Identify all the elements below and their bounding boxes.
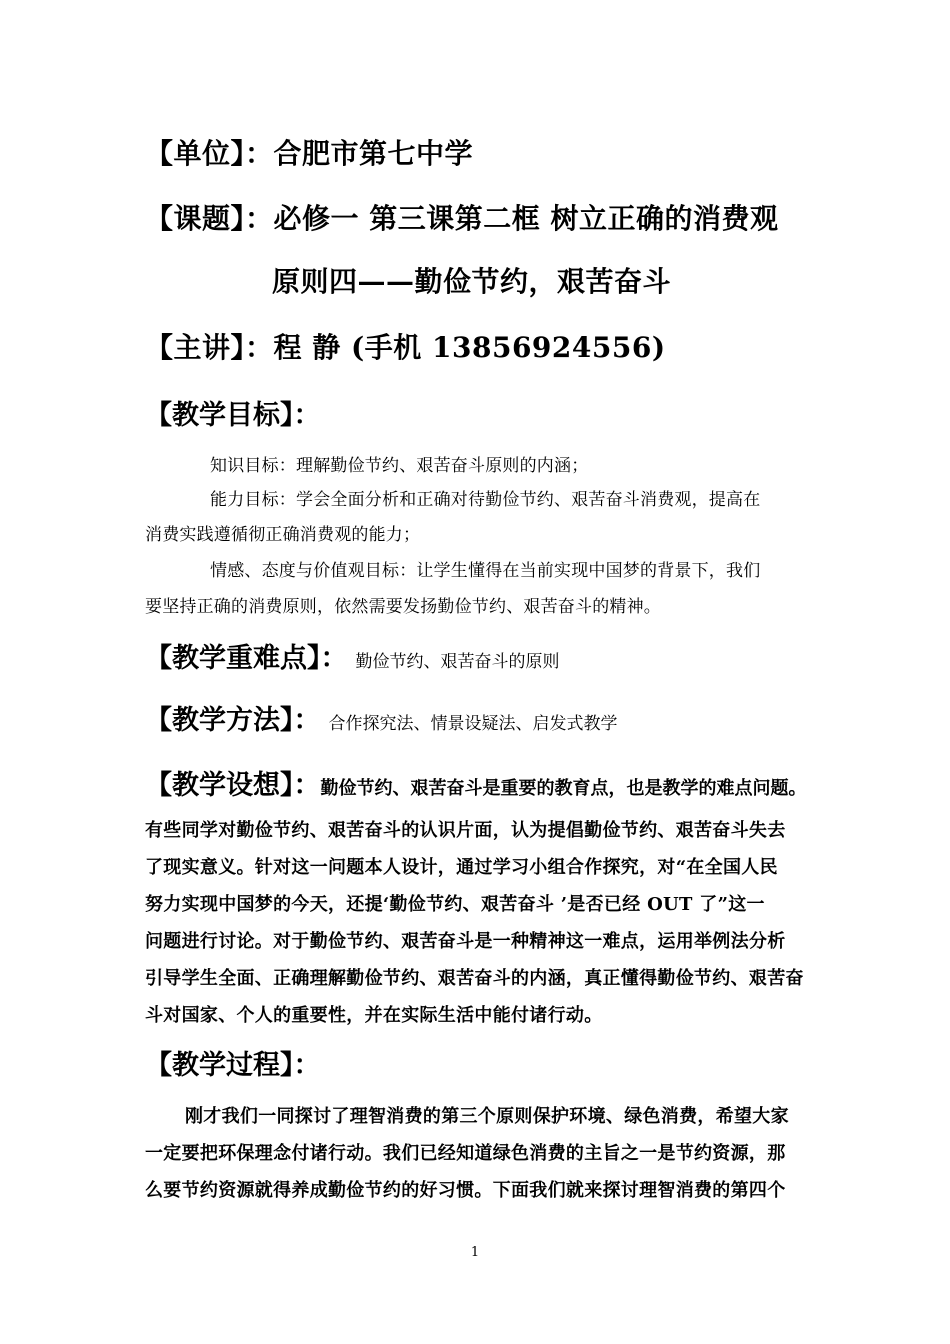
topic-label: 【课题】： [145, 202, 274, 235]
goal-ability-1: 能力目标：学会全面分析和正确对待勤俭节约、艰苦奋斗消费观，提高在 [210, 490, 761, 510]
unit-line [145, 132, 473, 172]
unit-label: 【单位】： [145, 137, 274, 170]
goal-ability-2: 消费实践遵循彻正确消费观的能力； [145, 525, 421, 545]
design-first-text: 勤俭节约、艰苦奋斗是重要的教育点，也是教学的难点问题。 [320, 778, 807, 799]
goal-knowledge: 知识目标：理解勤俭节约、艰苦奋斗原则的内涵； [210, 456, 589, 476]
methods-line [145, 698, 618, 737]
methods-value: 合作探究法、情景设疑法、启发式教学 [328, 714, 618, 734]
design-line: 了现实意义。针对这一问题本人设计，通过学习小组合作探究，对“在全国人民 [145, 857, 778, 878]
goal-emotion-2: 要坚持正确的消费原则，依然需要发扬勤俭节约、艰苦奋斗的精神。 [145, 597, 661, 617]
page-number: 1 [470, 1245, 480, 1260]
unit-value: 合肥市第七中学 [273, 137, 474, 170]
goal-emotion-1: 情感、态度与价值观目标：让学生懂得在当前实现中国梦的背景下，我们 [210, 561, 761, 581]
key-points-line [145, 636, 560, 675]
key-points-value: 勤俭节约、艰苦奋斗的原则 [355, 652, 560, 672]
key-points-label: 【教学重难点】： [145, 643, 348, 674]
goals-heading: 【教学目标】： [145, 400, 321, 431]
lecturer-line [145, 326, 666, 366]
process-line: 么要节约资源就得养成勤俭节约的好习惯。下面我们就来探讨理智消费的第四个 [145, 1180, 786, 1201]
topic-subtitle: 原则四——勤俭节约，艰苦奋斗 [272, 265, 672, 298]
design-first-line [145, 763, 807, 802]
process-line: 一定要把环保理念付诸行动。我们已经知道绿色消费的主旨之一是节约资源，那 [145, 1143, 786, 1164]
design-line: 有些同学对勤俭节约、艰苦奋斗的认识片面，认为提倡勤俭节约、艰苦奋斗失去 [145, 820, 786, 841]
process-line: 刚才我们一同探讨了理智消费的第三个原则保护环境、绿色消费，希望大家 [185, 1106, 789, 1127]
lecturer-label: 【主讲】： [145, 331, 274, 364]
design-line: 问题进行讨论。对于勤俭节约、艰苦奋斗是一种精神这一难点，运用举例法分析 [145, 931, 786, 952]
design-line: 引导学生全面、正确理解勤俭节约、艰苦奋斗的内涵，真正懂得勤俭节约、艰苦奋 [145, 968, 804, 989]
lecturer-value: 程 静 (手机 13856924556) [273, 331, 666, 364]
design-label: 【教学设想】： [145, 770, 321, 801]
design-line: 斗对国家、个人的重要性，并在实际生活中能付诸行动。 [145, 1005, 603, 1026]
design-line: 努力实现中国梦的今天，还提‘勤俭节约、艰苦奋斗 ’是否已经 OUT 了”这一 [145, 894, 765, 915]
process-heading: 【教学过程】： [145, 1050, 321, 1081]
topic-line [145, 197, 779, 237]
methods-label: 【教学方法】： [145, 705, 321, 736]
topic-value: 必修一 第三课第二框 树立正确的消费观 [273, 202, 779, 235]
